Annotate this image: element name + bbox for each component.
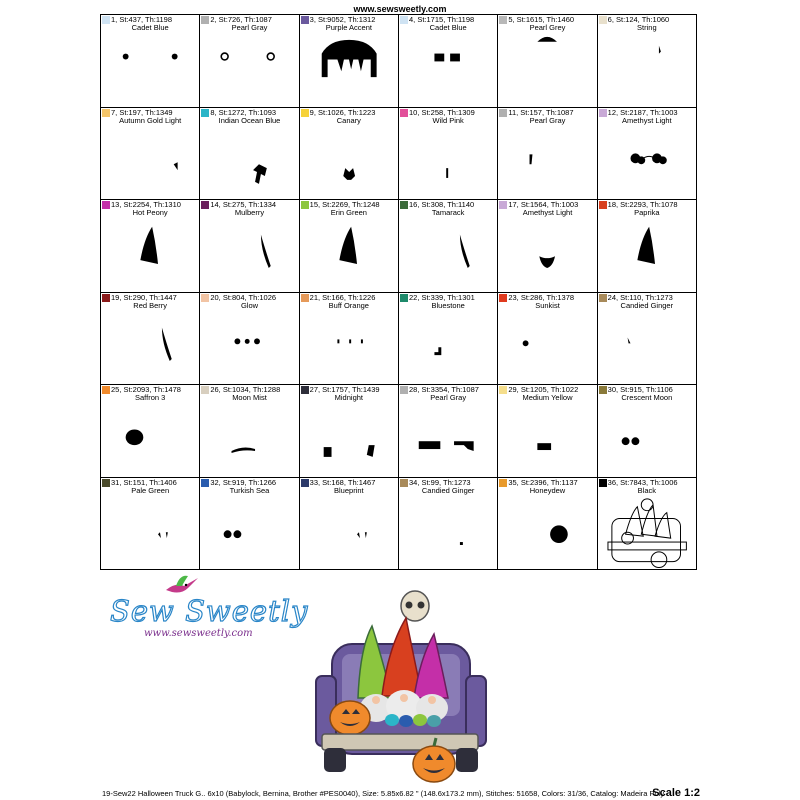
color-preview-shape <box>598 32 696 107</box>
color-stitch-info: 11, St:157, Th:1087 <box>508 107 574 117</box>
color-preview-shape <box>300 495 398 570</box>
color-preview-shape <box>300 402 398 477</box>
color-preview-shape <box>200 402 298 477</box>
color-cell <box>101 385 200 478</box>
color-stitch-info: 2, St:726, Th:1087 <box>210 15 272 24</box>
color-stitch-info: 27, St:1757, Th:1439 <box>309 385 380 394</box>
color-cell <box>200 15 299 108</box>
thread-name: Cadet Blue <box>429 23 467 32</box>
color-preview-shape <box>399 32 497 107</box>
color-stitch-info: 9, St:1026, Th:1223 <box>309 107 376 117</box>
color-stitch-info: 14, St:275, Th:1334 <box>210 200 277 209</box>
color-stitch-info: 3, St:9052, Th:1312 <box>309 15 376 24</box>
color-preview-shape <box>598 402 696 477</box>
color-cell <box>498 200 597 293</box>
color-preview-shape <box>399 310 497 385</box>
color-stitch-info: 22, St:339, Th:1301 <box>409 292 475 302</box>
color-preview-shape <box>598 125 696 200</box>
color-stitch-info: 29, St:1205, Th:1022 <box>508 385 579 394</box>
thread-name: Mulberry <box>234 208 265 217</box>
thread-name: Pale Green <box>131 485 170 495</box>
thread-name: Saffron 3 <box>135 393 166 402</box>
site-url[interactable]: www.sewsweetly.com <box>353 4 447 14</box>
color-cell <box>498 385 597 478</box>
thread-name: Buff Orange <box>328 300 369 310</box>
thread-name: String <box>637 23 657 32</box>
color-preview-shape <box>200 32 298 107</box>
color-cell <box>498 293 597 386</box>
thread-name: Pearl Gray <box>529 115 566 125</box>
color-preview-shape <box>399 402 497 477</box>
color-preview-shape <box>498 402 596 477</box>
color-preview-shape <box>200 217 298 292</box>
color-preview-shape <box>300 217 398 292</box>
thread-name: Purple Accent <box>325 23 372 32</box>
thread-name: Tamarack <box>431 208 465 217</box>
color-stitch-info: 31, St:151, Th:1406 <box>111 477 177 487</box>
thread-name: Cadet Blue <box>131 23 169 32</box>
thread-name: Medium Yellow <box>522 393 573 402</box>
color-cell <box>598 200 697 293</box>
design-info-footer: 19-Sew22 Halloween Truck G.. 6x10 (Babylock, Bernina, Brother #PES0040), Size: 5.85x6.82 " (148.6x173.2 mm), Stitches: 51658, Colors: 31/36, Catalog: Madeira Poly <box>102 789 665 798</box>
color-stitch-info: 35, St:2396, Th:1137 <box>508 477 578 487</box>
color-preview-shape <box>101 402 199 477</box>
color-preview-shape <box>200 125 298 200</box>
color-stitch-info: 23, St:286, Th:1378 <box>508 292 575 302</box>
color-stitch-info: 19, St:290, Th:1447 <box>111 292 177 302</box>
color-stitch-info: 7, St:197, Th:1349 <box>111 107 173 117</box>
color-preview-shape <box>399 217 497 292</box>
color-cell <box>399 385 498 478</box>
color-stitch-info: 1, St:437, Th:1198 <box>111 15 173 24</box>
color-cell <box>300 108 399 201</box>
thread-name: Bluestone <box>431 300 465 310</box>
color-preview-shape <box>200 310 298 385</box>
color-preview-shape <box>498 125 596 200</box>
color-stitch-info: 16, St:308, Th:1140 <box>409 200 475 209</box>
color-cell <box>300 200 399 293</box>
color-cell <box>399 108 498 201</box>
color-preview-shape <box>598 310 696 385</box>
thread-name: Candied Ginger <box>421 485 475 495</box>
thread-name: Canary <box>336 115 361 125</box>
color-preview-shape <box>300 125 398 200</box>
color-preview-shape <box>598 217 696 292</box>
thread-name: Erin Green <box>330 208 367 217</box>
color-cell <box>399 15 498 108</box>
design-preview-image <box>310 588 490 788</box>
color-stitch-info: 12, St:2187, Th:1003 <box>607 107 678 117</box>
color-stitch-info: 10, St:258, Th:1309 <box>409 107 475 117</box>
color-cell <box>101 108 200 201</box>
thread-name: Crescent Moon <box>621 393 673 402</box>
color-preview-shape <box>200 495 298 570</box>
color-cell <box>300 385 399 478</box>
color-stitch-info: 24, St:110, Th:1273 <box>607 292 673 302</box>
color-preview-shape <box>498 217 596 292</box>
color-stitch-info: 15, St:2269, Th:1248 <box>309 200 380 209</box>
color-cell <box>498 478 597 571</box>
color-stitch-info: 28, St:3354, Th:1087 <box>409 385 479 394</box>
scale-label: Scale 1:2 <box>652 787 700 799</box>
color-preview-shape <box>300 32 398 107</box>
color-stitch-info: 13, St:2254, Th:1310 <box>111 200 181 209</box>
logo-url: www.sewsweetly.com <box>144 628 253 639</box>
color-preview-shape <box>598 495 696 570</box>
thread-name: Amethyst Light <box>522 208 573 217</box>
color-stitch-info: 26, St:1034, Th:1288 <box>210 385 281 394</box>
thread-name: Pearl Gray <box>231 23 268 32</box>
color-cell <box>200 200 299 293</box>
color-cell <box>101 293 200 386</box>
thread-name: Amethyst Light <box>622 115 672 125</box>
thread-name: Midnight <box>334 393 363 402</box>
color-cell <box>498 15 597 108</box>
color-preview-shape <box>101 217 199 292</box>
color-cell <box>498 108 597 201</box>
color-stitch-info: 17, St:1564, Th:1003 <box>508 200 579 209</box>
color-cell <box>598 293 697 386</box>
color-stitch-info: 34, St:99, Th:1273 <box>409 477 471 487</box>
color-stitch-info: 18, St:2293, Th:1078 <box>607 200 678 209</box>
color-preview-shape <box>498 32 596 107</box>
color-stitch-info: 21, St:166, Th:1226 <box>309 292 376 302</box>
color-cell <box>399 293 498 386</box>
color-stitch-info: 8, St:1272, Th:1093 <box>210 107 277 117</box>
thread-name: Sunkist <box>535 300 560 310</box>
color-stitch-info: 4, St:1715, Th:1198 <box>409 15 475 24</box>
color-cell <box>399 200 498 293</box>
color-cell <box>399 478 498 571</box>
thread-name: Paprika <box>634 208 660 217</box>
color-preview-shape <box>101 125 199 200</box>
color-cell <box>101 478 200 571</box>
color-cell <box>200 108 299 201</box>
color-cell <box>598 478 697 571</box>
color-preview-shape <box>498 310 596 385</box>
color-cell <box>101 200 200 293</box>
color-stitch-info: 5, St:1615, Th:1460 <box>508 15 575 24</box>
color-preview-shape <box>101 310 199 385</box>
sewsweetly-logo <box>104 572 309 662</box>
color-cell <box>200 478 299 571</box>
thread-name: Candied Ginger <box>620 300 674 310</box>
color-stitch-info: 20, St:804, Th:1026 <box>210 292 277 302</box>
color-preview-shape <box>399 125 497 200</box>
thread-name: Wild Pink <box>432 115 464 125</box>
color-stitch-info: 32, St:919, Th:1266 <box>210 477 277 487</box>
thread-name: Glow <box>240 300 259 310</box>
color-cell <box>300 15 399 108</box>
thread-name: Autumn Gold Light <box>119 115 182 125</box>
color-stitch-info: 36, St:7843, Th:1006 <box>607 477 678 487</box>
color-stitch-info: 33, St:168, Th:1467 <box>309 477 376 487</box>
color-cell <box>300 293 399 386</box>
thread-name: Honeydew <box>529 485 566 495</box>
thread-name: Indian Ocean Blue <box>218 115 281 125</box>
thread-name: Turkish Sea <box>229 485 270 495</box>
color-preview-shape <box>300 310 398 385</box>
thread-name: Pearl Gray <box>430 393 467 402</box>
color-preview-shape <box>399 495 497 570</box>
color-cell <box>598 108 697 201</box>
thread-name: Hot Peony <box>132 208 168 217</box>
thread-name: Blueprint <box>334 485 364 495</box>
color-cell <box>300 478 399 571</box>
logo-text: Sew Sweetly <box>110 594 309 628</box>
thread-name: Pearl Grey <box>529 23 566 32</box>
color-cell <box>598 385 697 478</box>
color-preview-shape <box>498 495 596 570</box>
thread-name: Moon Mist <box>232 393 267 402</box>
color-preview-shape <box>101 495 199 570</box>
thread-name: Black <box>637 485 656 495</box>
color-cell <box>598 15 697 108</box>
color-stitch-info: 25, St:2093, Th:1478 <box>111 385 181 394</box>
color-stitch-info: 6, St:124, Th:1060 <box>607 15 670 24</box>
thread-name: Red Berry <box>133 300 168 310</box>
color-cell <box>200 293 299 386</box>
color-cell <box>200 385 299 478</box>
color-chart-grid <box>100 14 697 570</box>
color-cell <box>101 15 200 108</box>
color-preview-shape <box>101 32 199 107</box>
color-stitch-info: 30, St:915, Th:1106 <box>607 385 673 394</box>
